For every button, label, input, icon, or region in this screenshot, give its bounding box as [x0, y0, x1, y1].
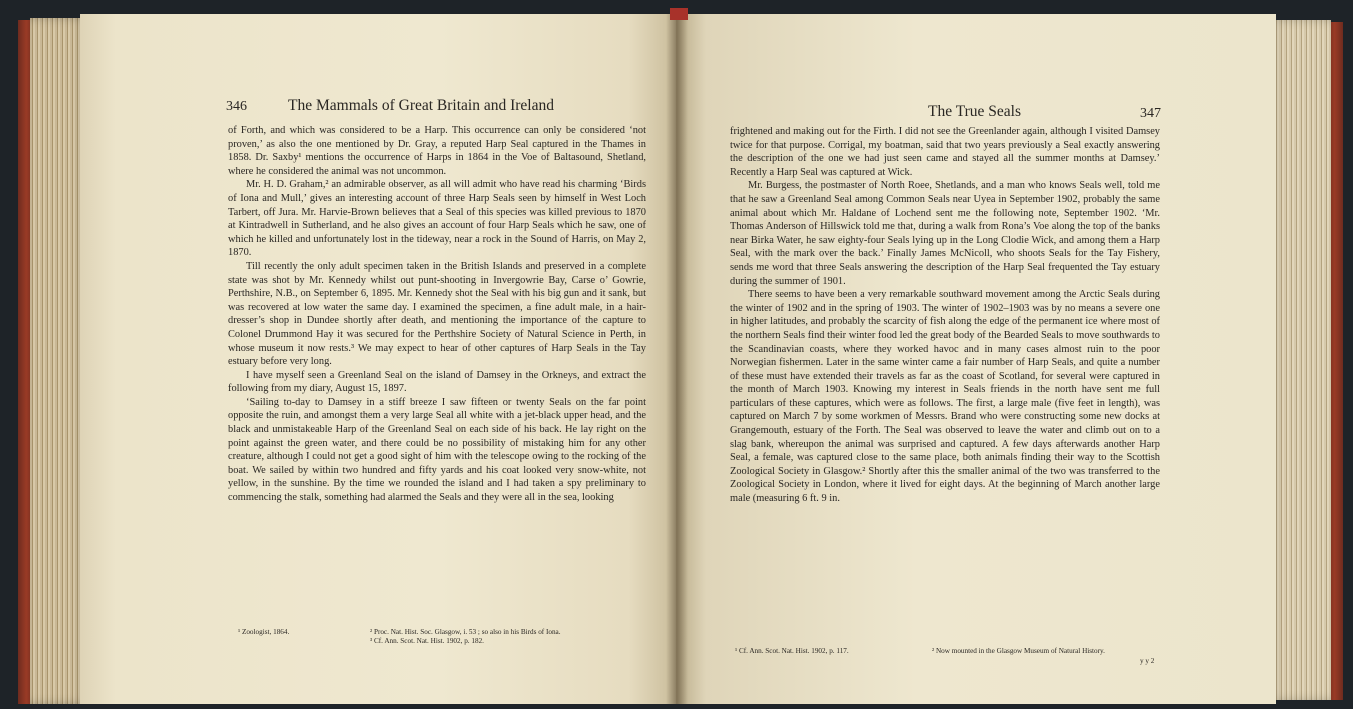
right-paragraph-1: frightened and making out for the Firth. I did not see the Greenlander again, although I visited Damsey twice for that purpose. Corrigal, my boatman, said that two years previously a Seal exactly answering the description of the one we had just seen came and stayed all the summer months at Damsey.’ Recently a Harp Seal was captured at Wick. — [730, 126, 1160, 178]
left-footnote-1: ¹ Zoologist, 1864. — [238, 628, 290, 636]
bookmark-ribbon — [670, 8, 688, 20]
right-running-head: The True Seals — [928, 103, 1021, 120]
left-paragraph-3: Till recently the only adult specimen taken in the British Islands and preserved in a complete state was shot by Mr. Kennedy whilst out punt-shooting in Invergowrie Bay, Carse o’ Gowrie, Perthshire, N.B., on September 6, 1895. Mr. Kennedy shot the Seal with his big gun and it sank, but was recovered at low water the same day. I examined the specimen, a fine adult male, in a hair-dresser’s shop in Dundee shortly after death, and mentioning the importance of the capture to Colonel Drummond Hay it was secured for the Perthshire Society of Natural Science in Perth, in whose museum it now rests.³ We may expect to hear of other captures of Harp Seals in the Tay estuary before very long. — [228, 260, 646, 368]
left-footnote-3: ³ Cf. Ann. Scot. Nat. Hist. 1902, p. 182. — [370, 637, 484, 645]
left-body-text — [228, 124, 646, 505]
right-cover-edge — [1329, 22, 1343, 700]
right-footnote-2: ² Now mounted in the Glasgow Museum of Natural History. — [932, 647, 1105, 655]
right-body-text — [730, 125, 1160, 506]
left-paragraph-5: ‘Sailing to-day to Damsey in a stiff breeze I saw fifteen or twenty Seals on the far point opposite the ruin, and amongst them a very large Seal all white with a jet-black upper head, and the black and unmistakeable Harp of the Greenland Seal on each side of his back. He lay right on the point against the green water, and there could be no possibility of mistaking him for any other creature, although I could not get a good sight of him with the telescope owing to the rocking of the boat. We sailed by within two hundred and fifty yards and his coat looked very snow-white, not yellow, in the sunshine. By the time we rounded the island and I had taken a spy preliminary to commencing the stalk, something had alarmed the Seals and they were all in the sea, looking — [228, 396, 646, 504]
left-paragraph-1: of Forth, and which was considered to be a Harp. This occurrence can only be considered ‘not proven,’ as also the one mentioned by Dr. Gray, a reputed Harp Seal captured in the Thames in 1858. Dr. Saxby¹ mentions the occurrence of Harps in 1864 in the Voe of Baltasound, Shetland, where he considered the animal was not uncommon. — [228, 125, 646, 177]
left-footnote-2: ² Proc. Nat. Hist. Soc. Glasgow, i. 53 ; so also in his Birds of Iona. — [370, 628, 561, 636]
left-running-head: The Mammals of Great Britain and Ireland — [288, 97, 554, 114]
book-gutter — [666, 14, 688, 704]
signature-mark: y y 2 — [1140, 657, 1155, 665]
right-footnote-1: ¹ Cf. Ann. Scot. Nat. Hist. 1902, p. 117. — [735, 647, 849, 655]
left-page-number: 346 — [226, 99, 247, 114]
right-page-stack — [1269, 20, 1331, 700]
left-paragraph-2: Mr. H. D. Graham,² an admirable observer, as all will admit who have read his charming ‘Birds of Iona and Mull,’ gives an interesting account of three Harp Seals seen by himself in West Loch Tarbert, off Jura. Mr. Harvie-Brown believes that a Seal of this species was killed previous to 1870 at Kintradwell in Sutherland, and he also gives an account of four Harp Seals which he saw, one of which he killed and unfortunately lost in the tideway, near a rock in the Sound of Harris, on May 2, 1870. — [228, 179, 646, 259]
left-paragraph-4: I have myself seen a Greenland Seal on the island of Damsey in the Orkneys, and extract the following from my diary, August 15, 1897. — [228, 369, 646, 395]
right-paragraph-3: There seems to have been a very remarkable southward movement among the Arctic Seals during the winter of 1902 and in the spring of 1903. The winter of 1902–1903 was by no means a severe one in higher latitudes, and probably the scarcity of fish along the edge of the permanent ice where most of the northern Seals find their winter food led the great body of the Bearded Seals to move southwards to the Scandinavian coasts, where they worked havoc and in many cases almost ruin to the poor Norwegian fishermen. Later in the same winter came a fair number of Harp Seals, and quite a number of these must have extended their travels as far as the coast of Scotland, for several were captured in the month of March 1903. Knowing my interest in Seals friends in the north have sent me full particulars of these captures, which were as follows. The first, a large male (five feet in length), was captured on March 7 by some workmen of Messrs. Brand who were constructing some new docks at Grangemouth, estuary of the Forth. The Seal was observed to leave the water and climb out on to a slag bank, whereupon the animal was surprised and captured. A few days afterwards another Harp Seal, a female, was captured close to the same place, both animals finding their way to the Scottish Zoological Society in Glasgow.² Shortly after this the smaller animal of the two was transferred to the Zoological Society in London, where it lived for eight days. At the beginning of March another large male (measuring 6 ft. 9 in. — [730, 289, 1160, 505]
right-page-number: 347 — [1140, 106, 1161, 121]
right-paragraph-2: Mr. Burgess, the postmaster of North Roee, Shetlands, and a man who knows Seals well, told me that he saw a Greenland Seal among Common Seals near Uyea in September 1902, probably the same animal about which Mr. Haldane of Lochend sent me the following note, September 1902. ‘Mr. Thomas Anderson of Hillswick told me that, during a walk from Rona’s Voe along the top of the banks near Birka Water, he saw eighty-four Seals lying up in the Long Clodie Wick, and among them a Harp Seal, with the mark over the back.’ Finally James McNicoll, who shoots Seals for the Tay Fishery, sends me word that three Seals answering the description of the Harp Seal frequented the Tay estuary during the summer of 1901. — [730, 180, 1160, 287]
